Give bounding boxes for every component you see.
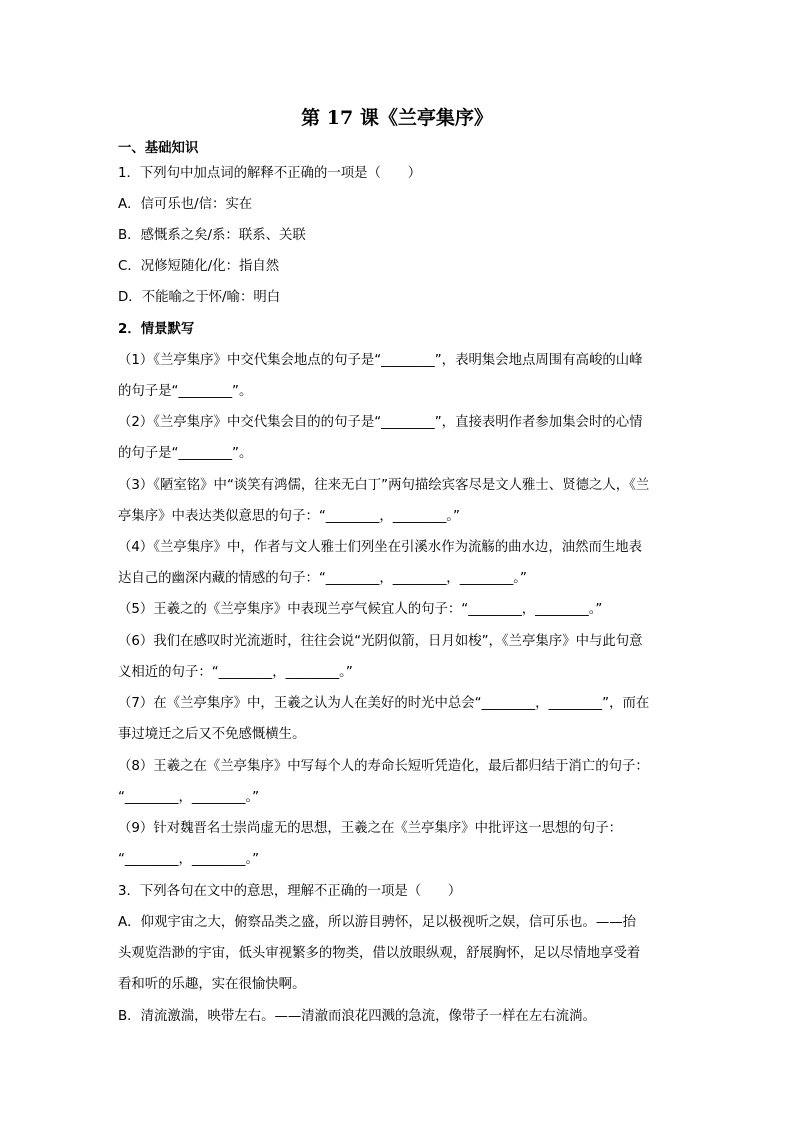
section-heading: 一、基础知识 [118,141,199,156]
question-2-line: （8）王羲之在《兰亭集序》中写每个人的寿命长短听凭造化，最后都归结于消亡的句子： [118,759,649,774]
question-2-line: （9）针对魏晋名士崇尚虚无的思想，王羲之在《兰亭集序》中批评这一思想的句子： [118,821,622,836]
question-1-option-b: B．感慨系之矣/系：联系、关联 [118,228,306,243]
document-title: 第 17 课《兰亭集序》 [301,107,493,129]
question-2-line: （7）在《兰亭集序》中，王羲之认为人在美好的时光中总会“________，________”，而在 [118,696,650,711]
question-3-line: B．清流激湍，映带左右。——清澈而浪花四溅的急流，像带子一样在左右流淌。 [118,1009,596,1024]
question-2-line: （4）《兰亭集序》中，作者与文人雅士们列坐在引溪水作为流觞的曲水边，油然而生地表 [118,540,643,555]
question-2-line: “________，________。” [118,790,260,805]
question-2-line: （1）《兰亭集序》中交代集会地点的句子是“________”，表明集会地点周围有高峻的山峰 [118,353,643,368]
question-1-option-c: C．况修短随化/化：指自然 [118,259,280,274]
question-2-line: （3）《陋室铭》中“谈笑有鸿儒，往来无白丁”两句描绘宾客尽是文人雅士、贤德之人，《兰 [118,478,650,493]
question-1-stem: 1．下列句中加点词的解释不正确的一项是（ ） [118,166,422,181]
question-1-option-d: D．不能喻之于怀/喻：明白 [118,290,281,305]
question-2-line: 亭集序》中表达类似意思的句子：“________，________。” [118,509,460,524]
question-1-option-a: A．信可乐也/信：实在 [118,197,253,212]
question-2-line: 义相近的句子：“________，________。” [118,665,353,680]
question-3-line: 看和听的乐趣，实在很愉快啊。 [118,977,306,992]
question-3-stem: 3．下列各句在文中的意思，理解不正确的一项是（ ） [118,884,462,899]
question-2-line: 的句子是“________”。 [118,446,253,461]
question-2-stem: 2．情景默写 [118,322,195,337]
question-2-line: （2）《兰亭集序》中交代集会目的的句子是“________”，直接表明作者参加集会时的心情 [118,415,643,430]
question-2-line: 的句子是“________”。 [118,384,253,399]
question-2-line: 事过境迁之后又不免感慨横生。 [118,727,306,742]
question-2-line: 达自己的幽深内藏的情感的句子：“________，________，________。” [118,571,527,586]
question-2-line: （6）我们在感叹时光流逝时，往往会说“光阴似箭，日月如梭”，《兰亭集序》中与此句意 [118,634,643,649]
question-2-line: “________，________。” [118,852,260,867]
question-3-line: 头观览浩渺的宇宙，低头审视繁多的物类，借以放眼纵观，舒展胸怀，足以尽情地享受着 [118,946,641,961]
question-2-line: （5）王羲之的《兰亭集序》中表现兰亭气候宜人的句子：“________，________。” [118,602,603,617]
question-3-line: A．仰观宇宙之大，俯察品类之盛，所以游目骋怀，足以极视听之娱，信可乐也。——抬 [118,915,637,930]
